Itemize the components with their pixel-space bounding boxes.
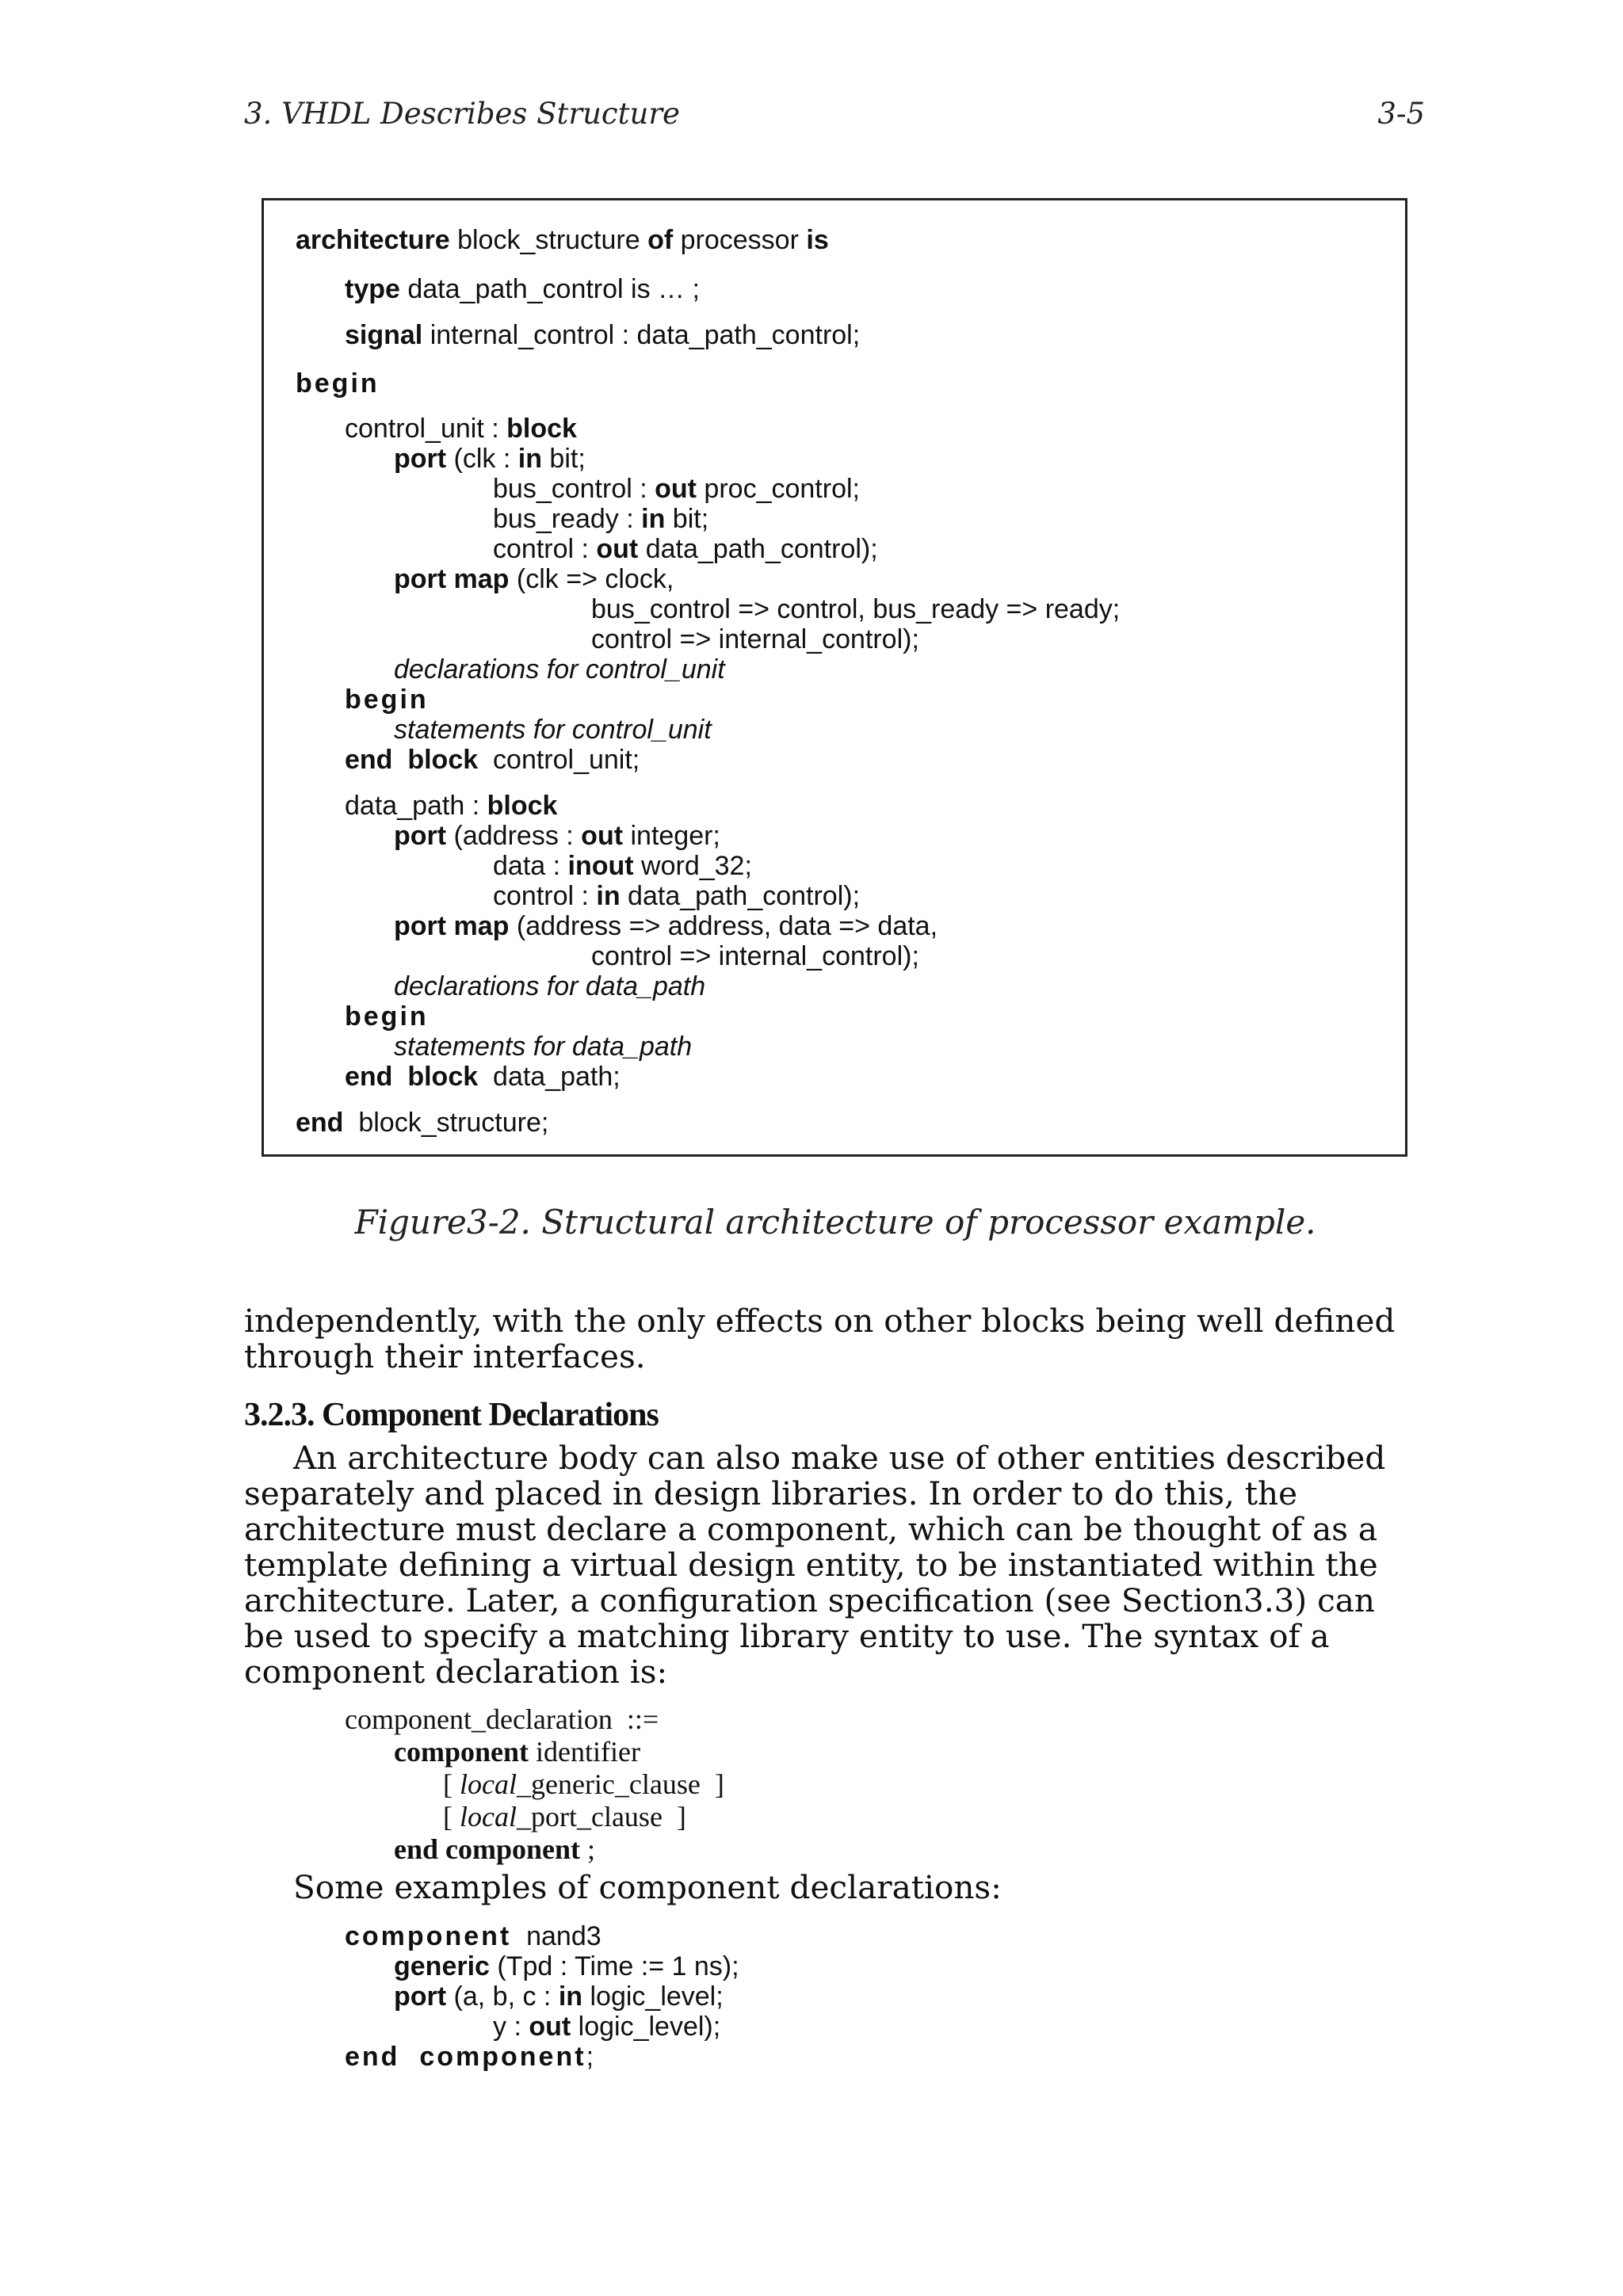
- figure-code-token: block: [487, 791, 558, 821]
- figure-code-token: is: [806, 225, 829, 255]
- syntax-line: [394, 1833, 595, 1866]
- figure-code-line: [394, 1032, 692, 1062]
- example-code-token: (a, b, c :: [446, 1981, 559, 2012]
- figure-code-token: in: [517, 444, 542, 474]
- figure-code-token: (address => address, data => data,: [509, 911, 938, 941]
- figure-code-line: [345, 685, 429, 715]
- syntax-line: [345, 1703, 659, 1736]
- figure-code-line: [296, 1108, 548, 1138]
- figure-code-token: begin: [345, 685, 429, 715]
- syntax-token: port_clause ]: [530, 1801, 686, 1833]
- figure-code-token: out: [596, 534, 639, 564]
- figure-code-token: of: [647, 225, 674, 255]
- figure-code-token: inout: [567, 851, 634, 881]
- figure-code-token: bit;: [541, 444, 586, 474]
- example-code-token: (Tpd : Time := 1 ns);: [489, 1951, 739, 1981]
- figure-code-token: bus_ready :: [493, 504, 642, 534]
- figure-code-token: data_path;: [478, 1062, 621, 1092]
- syntax-token: identifier: [529, 1736, 640, 1768]
- example-code-token: end component: [345, 2042, 586, 2072]
- example-code-token: component: [345, 1921, 512, 1951]
- figure-code-line: [394, 971, 705, 1001]
- figure-code-token: (address :: [446, 821, 582, 851]
- figure-code-line: [345, 1062, 621, 1092]
- figure-code-token: block: [506, 414, 577, 444]
- figure-code-line: [345, 320, 860, 350]
- figure-code-line: [591, 624, 919, 654]
- figure-code-token: proc_control;: [696, 474, 860, 504]
- figure-code-token: data_path_control);: [638, 534, 878, 564]
- syntax-line: [394, 1736, 640, 1768]
- figure-code-line: [394, 911, 938, 941]
- example-code-token: generic: [394, 1951, 490, 1981]
- figure-code-line: [345, 1001, 429, 1032]
- body-paragraph-component-intro: An architecture body can also make use of other entities described separately and placed in design libraries. In order to do this, the architecture must declare a component, which can be thought of as a template defining a virtual design entity, to be instantiated within the architecture. Later, a configuration specification (see Section3.3) can be used to specify a matching library entity to use. The syntax of a component declaration is:: [244, 1439, 1386, 1691]
- figure-code-line: [345, 274, 700, 304]
- figure-code-line: [394, 444, 586, 474]
- example-code-line: [493, 2012, 720, 2042]
- example-code-token: port: [394, 1981, 447, 2012]
- figure-code-token: type: [345, 274, 400, 304]
- example-code-line: [394, 1981, 724, 2012]
- figure-code-token: out: [581, 821, 624, 851]
- figure-code-token: declarations for data_path: [394, 971, 706, 1001]
- figure-code-line: [296, 225, 829, 255]
- body-paragraph-continued: independently, with the only effects on other blocks being well defined through their interfaces.: [244, 1302, 1396, 1375]
- syntax-token: [: [443, 1801, 460, 1833]
- figure-code-token: data :: [493, 851, 568, 881]
- figure-code-token: internal_control : data_path_control;: [422, 320, 861, 350]
- figure-code-token: declarations for control_unit: [394, 654, 725, 685]
- example-code-line: [394, 1951, 739, 1981]
- figure-code-line: [493, 474, 860, 504]
- body-paragraph-examples-intro: Some examples of component declarations:: [293, 1868, 1002, 1906]
- figure-code-line: [493, 851, 752, 881]
- figure-code-token: block_structure: [449, 225, 648, 255]
- syntax-token: generic_clause ]: [530, 1768, 724, 1800]
- figure-code-token: bus_control :: [493, 474, 655, 504]
- figure-code-line: [394, 654, 725, 685]
- example-code-line: [345, 1921, 601, 1951]
- figure-code-token: word_32;: [633, 851, 752, 881]
- example-code-token: nand3: [511, 1921, 601, 1951]
- figure-code-line: [493, 881, 860, 911]
- figure-code-line: [345, 745, 640, 775]
- figure-code-token: port map: [394, 911, 510, 941]
- figure-code-token: block_structure;: [343, 1108, 549, 1138]
- figure-code-token: control => internal_control);: [591, 624, 919, 654]
- figure-code-token: end: [296, 1108, 344, 1138]
- figure-code-token: statements for data_path: [394, 1032, 693, 1062]
- syntax-token: component: [394, 1736, 529, 1768]
- syntax-token: ;: [580, 1833, 596, 1865]
- figure-caption: Figure3-2. Structural architecture of processor example.: [354, 1203, 1316, 1241]
- example-code-token: out: [529, 2012, 571, 2042]
- figure-code-token: data_path :: [345, 791, 487, 821]
- figure-code-token: port: [394, 444, 447, 474]
- syntax-token: [: [443, 1768, 460, 1800]
- figure-code-token: bus_control => control, bus_ready => ready;: [591, 594, 1121, 624]
- figure-code-line: [345, 414, 577, 444]
- figure-code-token: control :: [493, 881, 597, 911]
- figure-code-token: signal: [345, 320, 423, 350]
- section-heading: 3.2.3. Component Declarations: [244, 1397, 659, 1433]
- figure-code-token: integer;: [623, 821, 720, 851]
- figure-code-token: bit;: [665, 504, 709, 534]
- figure-code-token: port: [394, 821, 447, 851]
- figure-code-line: [394, 564, 674, 594]
- figure-code-token: end block: [345, 1062, 479, 1092]
- figure-code-token: data_path_control is … ;: [399, 274, 700, 304]
- example-code-token: logic_level;: [582, 1981, 724, 2012]
- figure-code-token: (clk :: [446, 444, 518, 474]
- example-code-line: [345, 2042, 594, 2072]
- figure-code-line: [493, 504, 708, 534]
- syntax-line: [443, 1801, 686, 1833]
- syntax-line: [443, 1768, 724, 1801]
- example-code-token: ;: [586, 2042, 594, 2072]
- example-code-token: logic_level);: [571, 2012, 721, 2042]
- figure-code-line: [345, 791, 557, 821]
- figure-code-line: [296, 368, 380, 399]
- figure-code-token: port map: [394, 564, 510, 594]
- figure-code-line: [394, 821, 720, 851]
- figure-code-token: control => internal_control);: [591, 941, 919, 971]
- syntax-token: local_: [460, 1801, 531, 1833]
- figure-code-token: architecture: [296, 225, 450, 255]
- figure-code-token: begin: [345, 1001, 429, 1032]
- figure-code-token: in: [596, 881, 621, 911]
- figure-code-token: (clk => clock,: [509, 564, 674, 594]
- figure-code-token: data_path_control);: [620, 881, 861, 911]
- figure-code-token: control :: [493, 534, 597, 564]
- figure-code-token: control_unit :: [345, 414, 507, 444]
- figure-code-line: [591, 594, 1120, 624]
- figure-code-token: statements for control_unit: [394, 715, 712, 745]
- figure-code-line: [493, 534, 878, 564]
- syntax-token: end component: [394, 1833, 581, 1865]
- syntax-token: local_: [460, 1768, 531, 1800]
- figure-code-token: out: [655, 474, 697, 504]
- example-code-token: in: [558, 1981, 583, 2012]
- example-code-token: y :: [493, 2012, 529, 2042]
- figure-code-token: processor: [673, 225, 807, 255]
- figure-code-token: begin: [296, 368, 380, 399]
- figure-code-line: [591, 941, 919, 971]
- running-head-title: 3. VHDL Describes Structure: [244, 97, 680, 131]
- running-head-page-number: 3-5: [1377, 97, 1425, 131]
- figure-code-token: end block: [345, 745, 479, 775]
- figure-code-token: control_unit;: [478, 745, 640, 775]
- figure-code-line: [394, 715, 712, 745]
- syntax-token: component_declaration ::=: [345, 1703, 659, 1735]
- figure-code-token: in: [641, 504, 666, 534]
